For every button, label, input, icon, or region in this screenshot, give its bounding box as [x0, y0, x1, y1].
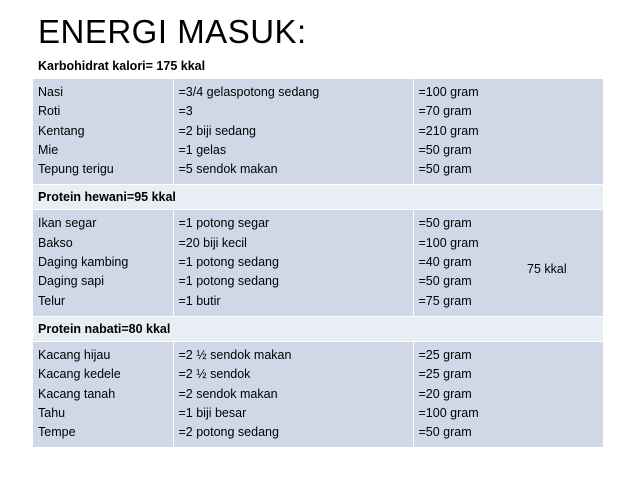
- weight: =25 gram: [418, 367, 472, 382]
- weight: =210 gram: [418, 123, 479, 138]
- portion: =5 sendok makan: [178, 162, 278, 177]
- food-list-cell: [33, 79, 173, 185]
- protein-nabati-heading: Protein nabati=80 kkal: [33, 316, 603, 341]
- weight: =25 gram: [418, 347, 472, 362]
- food-name: Roti: [38, 104, 61, 119]
- food-name: Telur: [38, 293, 66, 308]
- portion: =3: [178, 104, 193, 119]
- portion: =1 potong sedang: [178, 255, 279, 270]
- portion-list-cell: [173, 79, 413, 185]
- weight: =20 gram: [418, 386, 472, 401]
- food-name: Ikan segar: [38, 216, 97, 231]
- portion: =2 ½ sendok makan: [178, 347, 292, 362]
- table-row-karbohidrat: [33, 79, 603, 185]
- weight: =100 gram: [418, 405, 479, 420]
- portion: =2 sendok makan: [178, 386, 278, 401]
- portion: =1 biji besar: [178, 405, 247, 420]
- table-row-protein-hewani: [33, 210, 603, 316]
- food-name: Tempe: [38, 425, 76, 440]
- food-name: Tahu: [38, 405, 66, 420]
- portion: =20 biji kecil: [178, 235, 247, 250]
- weight: =40 gram: [418, 255, 472, 270]
- weight: =75 gram: [418, 293, 472, 308]
- food-list-cell: [33, 210, 173, 316]
- weight: =100 gram: [418, 235, 479, 250]
- protein-hewani-kkal-note: 75 kkal: [527, 262, 567, 276]
- weight-list-cell: [413, 210, 603, 316]
- section-header-row: [33, 185, 603, 210]
- weight: =50 gram: [418, 216, 472, 231]
- weight: =50 gram: [418, 274, 472, 289]
- carbohydrate-calorie-heading: Karbohidrat kalori= 175 kkal: [38, 59, 206, 73]
- portion: =1 potong segar: [178, 216, 270, 231]
- portion: =2 potong sedang: [178, 425, 279, 440]
- energy-intake-table: [33, 79, 603, 448]
- weight: =100 gram: [418, 85, 479, 99]
- food-name: Kacang kedele: [38, 367, 121, 382]
- food-name: Kacang hijau: [38, 347, 111, 362]
- weight: =70 gram: [418, 104, 472, 119]
- food-name: Bakso: [38, 235, 73, 250]
- weight: =50 gram: [418, 162, 472, 177]
- food-name: Kacang tanah: [38, 386, 116, 401]
- weight-list-cell: [413, 341, 603, 447]
- protein-hewani-heading: Protein hewani=95 kkal: [33, 185, 603, 210]
- food-name: Daging sapi: [38, 274, 105, 289]
- weight: =50 gram: [418, 425, 472, 440]
- portion-list-cell: [173, 341, 413, 447]
- weight: =50 gram: [418, 142, 472, 157]
- portion: =2 biji sedang: [178, 123, 256, 138]
- portion: =1 butir: [178, 293, 221, 308]
- page-title: ENERGI MASUK:: [38, 13, 307, 50]
- food-name: Daging kambing: [38, 255, 129, 270]
- portion: =3/4 gelaspotong sedang: [178, 85, 320, 99]
- food-name: Nasi: [38, 85, 64, 99]
- portion: =1 gelas: [178, 142, 227, 157]
- food-name: Tepung terigu: [38, 162, 114, 177]
- food-name: Mie: [38, 142, 59, 157]
- weight-list-cell: [413, 79, 603, 185]
- table-row-protein-nabati: [33, 341, 603, 447]
- section-header-row: [33, 316, 603, 341]
- portion: =2 ½ sendok: [178, 367, 251, 382]
- food-name: Kentang: [38, 123, 85, 138]
- portion: =1 potong sedang: [178, 274, 279, 289]
- portion-list-cell: [173, 210, 413, 316]
- food-list-cell: [33, 341, 173, 447]
